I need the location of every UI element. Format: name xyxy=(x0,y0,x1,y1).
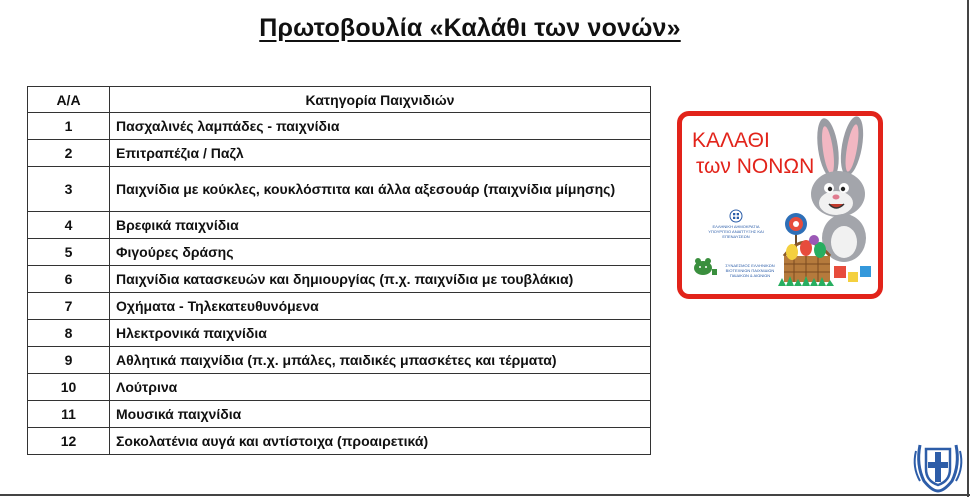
row-category: Αθλητικά παιχνίδια (π.χ. μπάλες, παιδικές μπασκέτες και τέρματα) xyxy=(110,347,651,374)
column-header-number: Α/Α xyxy=(28,87,110,113)
row-category: Ηλεκτρονικά παιχνίδια xyxy=(110,320,651,347)
table-row xyxy=(28,239,651,266)
row-number: 8 xyxy=(28,320,110,347)
association-name: ΣΥΝΔΕΣΜΟΣ ΕΛΛΗΝΙΚΩΝ ΒΙΟΤΕΧΝΙΩΝ ΠΑΙΧΝΙΔΙΩΝ ΠΑΙΔΙΚΩΝ & ΑΙΩΝΙΩΝ xyxy=(725,263,775,278)
kalathi-ton-nonon-logo xyxy=(677,111,883,299)
greek-coat-of-arms-icon xyxy=(910,437,966,493)
row-number: 4 xyxy=(28,212,110,239)
table-row xyxy=(28,167,651,212)
table-row xyxy=(28,374,651,401)
row-category: Σοκολατένια αυγά και αντίστοιχα (προαιρετικά) xyxy=(110,428,651,455)
table-row xyxy=(28,293,651,320)
table-header-row xyxy=(28,87,651,113)
teddy-bear-logo-icon xyxy=(692,257,718,277)
row-number: 9 xyxy=(28,347,110,374)
row-category: Οχήματα - Τηλεκατευθυνόμενα xyxy=(110,293,651,320)
table-row xyxy=(28,347,651,374)
table-row xyxy=(28,113,651,140)
page-border-right xyxy=(967,0,969,497)
row-category: Παιχνίδια κατασκευών και δημιουργίας (π.χ. παιχνίδια με τουβλάκια) xyxy=(110,266,651,293)
table-row xyxy=(28,428,651,455)
table-row xyxy=(28,266,651,293)
page-title: Πρωτοβουλία «Καλάθι των νονών» xyxy=(259,14,681,42)
toy-categories-table xyxy=(27,86,651,455)
row-number: 3 xyxy=(28,167,110,212)
row-category: Παιχνίδια με κούκλες, κουκλόσπιτα και άλλα αξεσουάρ (παιχνίδια μίμησης) xyxy=(110,167,651,212)
easter-bunny-basket-illustration xyxy=(778,116,882,296)
row-number: 11 xyxy=(28,401,110,428)
row-category: Πασχαλινές λαμπάδες - παιχνίδια xyxy=(110,113,651,140)
logo-title-line2: των ΝΟΝΩΝ xyxy=(696,155,815,178)
row-number: 5 xyxy=(28,239,110,266)
row-category: Μουσικά παιχνίδια xyxy=(110,401,651,428)
greek-ministry-seal-icon xyxy=(729,209,743,223)
table-row xyxy=(28,212,651,239)
row-number: 1 xyxy=(28,113,110,140)
row-category: Λούτρινα xyxy=(110,374,651,401)
table-row xyxy=(28,320,651,347)
row-number: 10 xyxy=(28,374,110,401)
page-border-bottom xyxy=(0,494,970,496)
row-number: 2 xyxy=(28,140,110,167)
logo-title-line1: ΚΑΛΑΘΙ xyxy=(692,129,770,152)
table-row xyxy=(28,140,651,167)
row-number: 6 xyxy=(28,266,110,293)
row-number: 12 xyxy=(28,428,110,455)
row-number: 7 xyxy=(28,293,110,320)
row-category: Βρεφικά παιχνίδια xyxy=(110,212,651,239)
column-header-category: Κατηγορία Παιχνιδιών xyxy=(110,87,651,113)
ministry-name: ΕΛΛΗΝΙΚΗ ΔΗΜΟΚΡΑΤΙΑ ΥΠΟΥΡΓΕΙΟ ΑΝΑΠΤΥΞΗΣ ΚΑΙ ΕΠΕΝΔΥΣΕΩΝ xyxy=(708,224,764,239)
table-row xyxy=(28,401,651,428)
row-category: Επιτραπέζια / Παζλ xyxy=(110,140,651,167)
row-category: Φιγούρες δράσης xyxy=(110,239,651,266)
